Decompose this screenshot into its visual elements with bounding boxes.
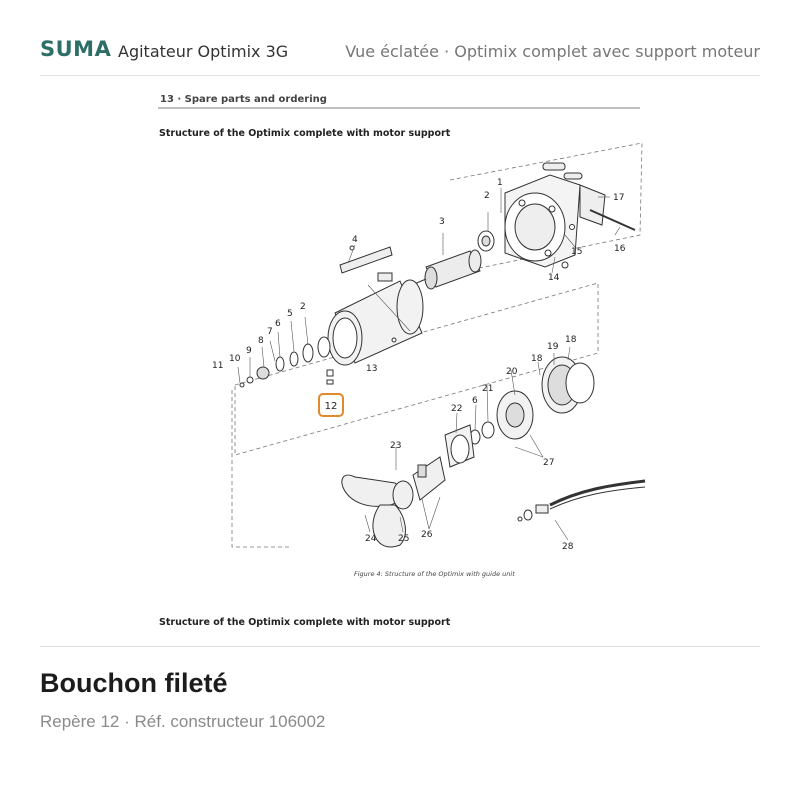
label-15: 15 — [571, 247, 583, 257]
product-name: Agitateur Optimix 3G — [118, 42, 289, 61]
label-10: 10 — [229, 354, 241, 364]
cut-section-heading: 13 · Spare parts and ordering — [160, 94, 327, 105]
exploded-view-diagram[interactable] — [150, 85, 650, 640]
label-7: 7 — [267, 327, 273, 337]
label-18b: 18 — [531, 354, 543, 364]
figure-caption: Figure 4: Structure of the Optimix with guide unit — [354, 570, 515, 578]
label-18a: 18 — [565, 335, 577, 345]
label-1: 1 — [497, 178, 503, 188]
content-divider — [40, 646, 760, 647]
cable — [518, 481, 645, 521]
label-14: 14 — [548, 273, 560, 283]
diagram-heading-top: Structure of the Optimix complete with motor support — [159, 128, 451, 139]
label-3: 3 — [439, 217, 445, 227]
label-5: 5 — [287, 309, 293, 319]
diagram-heading-bottom: Structure of the Optimix complete with motor support — [159, 617, 451, 628]
brand-logo[interactable]: SUMA — [40, 37, 112, 61]
label-4: 4 — [352, 235, 358, 245]
label-8: 8 — [258, 336, 264, 346]
label-17: 17 — [613, 193, 625, 203]
label-13: 13 — [366, 364, 378, 374]
plug-part-12 — [327, 370, 333, 384]
label-22: 22 — [451, 404, 463, 414]
view-title: Vue éclatée · Optimix complet avec support moteur — [345, 42, 760, 61]
app-header — [0, 0, 800, 76]
label-9: 9 — [246, 346, 252, 356]
label-11: 11 — [212, 361, 224, 371]
selected-part-callout[interactable] — [319, 394, 343, 416]
label-12: 12 — [324, 401, 338, 412]
label-28: 28 — [562, 542, 574, 552]
label-16: 16 — [614, 244, 626, 254]
header-divider — [40, 75, 760, 76]
label-6b: 6 — [472, 396, 478, 406]
motor-shaft — [412, 250, 481, 289]
part-title: Bouchon fileté — [40, 668, 228, 698]
label-25: 25 — [398, 534, 410, 544]
label-6: 6 — [275, 319, 281, 329]
label-20: 20 — [506, 367, 518, 377]
motor-housing — [328, 246, 423, 365]
label-19: 19 — [547, 342, 559, 352]
label-27: 27 — [543, 458, 555, 468]
label-23: 23 — [390, 441, 402, 451]
bearing-group — [445, 357, 594, 467]
label-21: 21 — [482, 384, 494, 394]
label-2b: 2 — [300, 302, 306, 312]
part-subtitle: Repère 12 · Réf. constructeur 106002 — [40, 712, 326, 731]
label-2: 2 — [484, 191, 490, 201]
label-26: 26 — [421, 530, 433, 540]
label-24: 24 — [365, 534, 377, 544]
